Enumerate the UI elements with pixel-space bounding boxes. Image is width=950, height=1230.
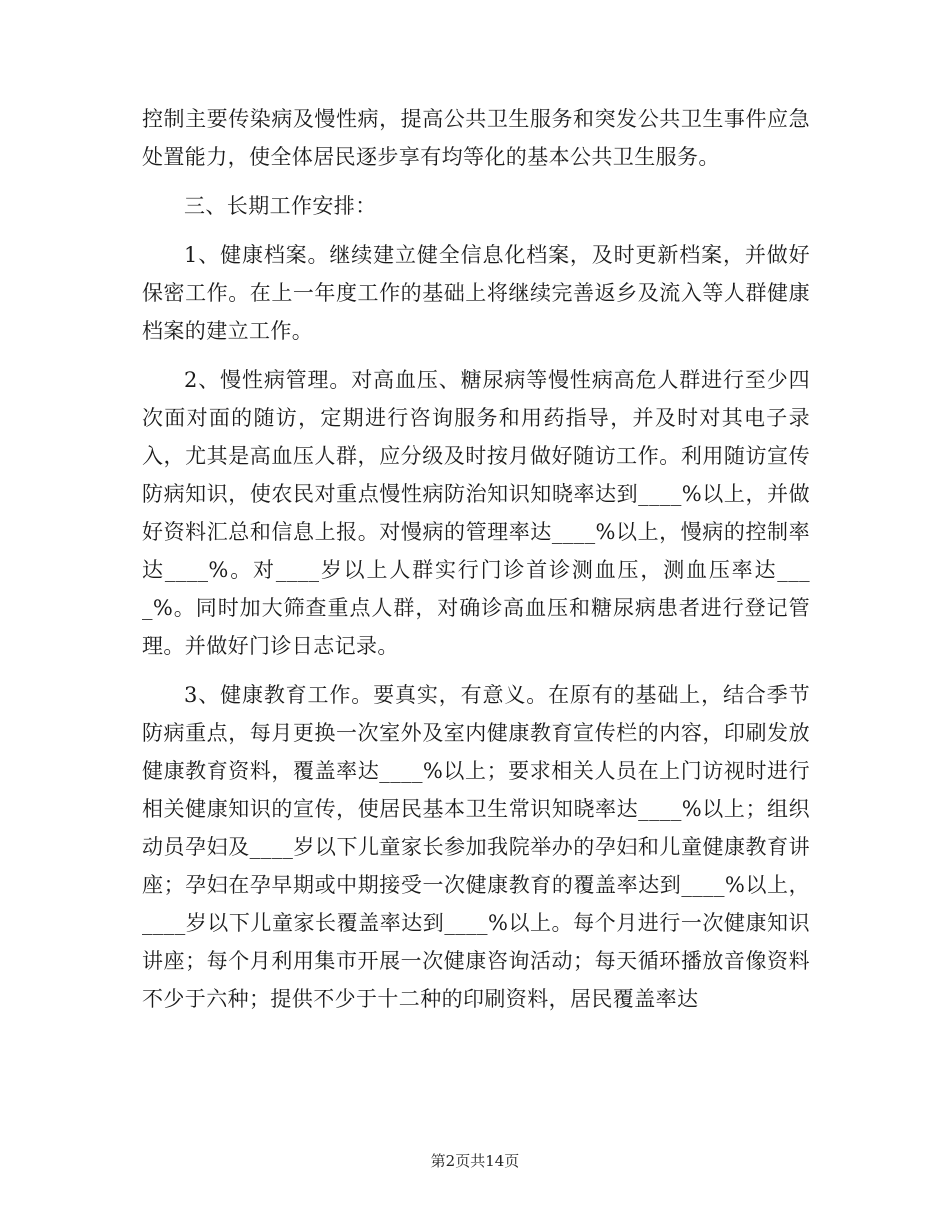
page-number-footer: 第2页共14页 [430, 1152, 520, 1170]
paragraph-intro-continuation: 控制主要传染病及慢性病，提高公共卫生服务和突发公共卫生事件应急处置能力，使全体居民逐步享有均等化的基本公共卫生服务。 [142, 107, 810, 169]
paragraph-health-education: 3、健康教育工作。要真实，有意义。在原有的基础上，结合季节防病重点，每月更换一次室外及室内健康教育宣传栏的内容，印刷发放健康教育资料，覆盖率达____%以上；要求相关人员在上门访视时进行相关健康知识的宣传，使居民基本卫生常识知晓率达____%以上；组织动员孕妇及____岁以下儿童家长参加我院举办的孕妇和儿童健康教育讲座；孕妇在孕早期或中期接受一次健康教育的覆盖率达到____%以上，____岁以下儿童家长覆盖率达到____%以上。每个月进行一次健康知识讲座；每个月利用集市开展一次健康咨询活动；每天循环播放音像资料不少于六种；提供不少于十二种的印刷资料，居民覆盖率达 [142, 683, 810, 1011]
paragraph-chronic-disease-management: 2、慢性病管理。对高血压、糖尿病等慢性病高危人群进行至少四次面对面的随访，定期进行咨询服务和用药指导，并及时对其电子录入，尤其是高血压人群，应分级及时按月做好随访工作。利用随访宣传防病知识，使农民对重点慢性病防治知识知晓率达到____%以上，并做好资料汇总和信息上报。对慢病的管理率达____%以上，慢病的控制率达____%。对____岁以上人群实行门诊首诊测血压，测血压率达____%。同时加大筛查重点人群，对确诊高血压和糖尿病患者进行登记管理。并做好门诊日志记录。 [142, 368, 810, 658]
document-body [142, 100, 810, 1018]
paragraph-health-records: 1、健康档案。继续建立健全信息化档案，及时更新档案，并做好保密工作。在上一年度工作的基础上将继续完善返乡及流入等人群健康档案的建立工作。 [142, 243, 810, 343]
section-heading-long-term-plan: 三、长期工作安排： [184, 194, 377, 218]
